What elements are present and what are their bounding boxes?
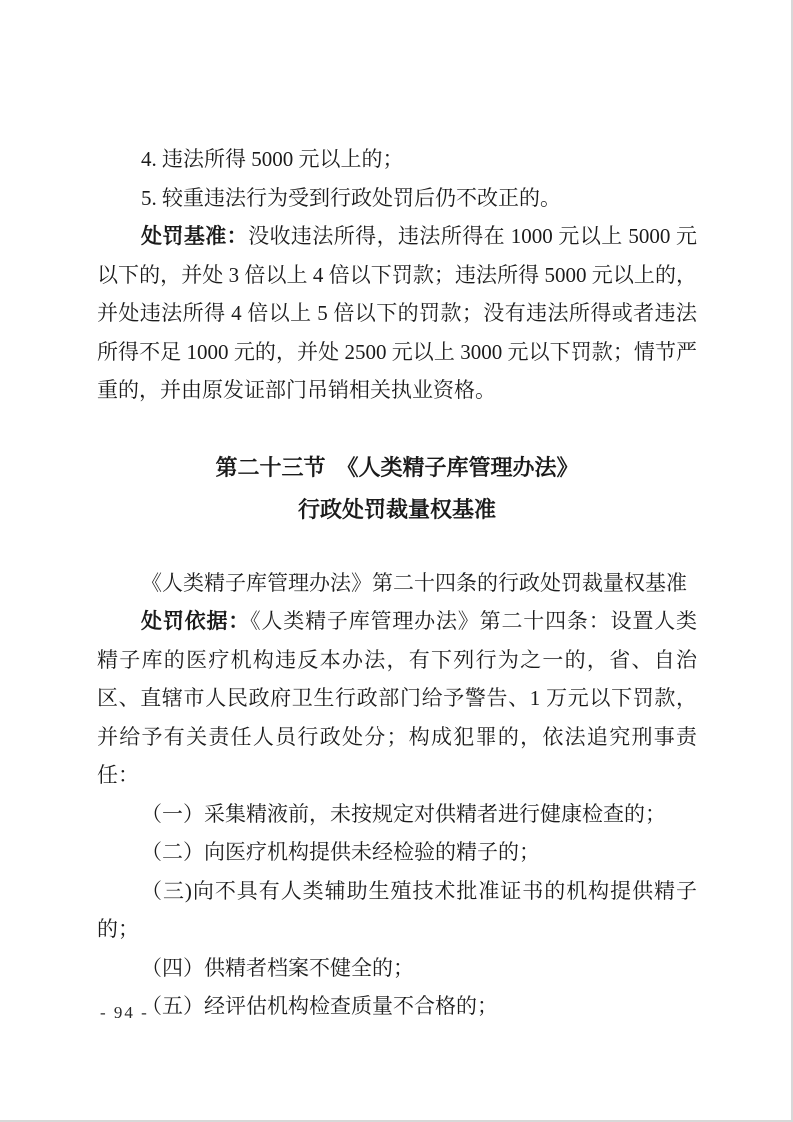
penalty-basis-label: 处罚基准： [141, 224, 249, 248]
penalty-basis-text: 没收违法所得，违法所得在 1000 元以上 5000 元以下的，并处 3 倍以上 4 倍以下罚款；违法所得 5000 元以上的，并处违法所得 4 倍以上 5 倍以下的罚款；没有违法所得或者违法所得不足 1000 元的，并处 2500 元以上 3000 元以下罚款；情节严重的，并由原发证部门吊销相关执业资格。 [97, 224, 698, 402]
penalty-basis-paragraph [97, 217, 697, 410]
penalty-according-paragraph [97, 602, 697, 795]
penalty-according-text: 《人类精子库管理办法》第二十四条：设置人类精子库的医疗机构违反本办法，有下列行为之一的，省、自治区、直辖市人民政府卫生行政部门给予警告、1 万元以下罚款，并给予有关责任人员行政处分；构成犯罪的，依法追究刑事责任： [97, 609, 698, 787]
numbered-item-3: （三)向不具有人类辅助生殖技术批准证书的机构提供精子的； [97, 878, 697, 941]
page-number: - 94 - [100, 1003, 149, 1022]
list-item-5: 5. 较重违法行为受到行政处罚后仍不改正的。 [141, 185, 561, 210]
document-body [97, 140, 697, 1026]
section-heading-line1: 第二十三节 《人类精子库管理办法》 [215, 454, 579, 480]
numbered-item-1: （一）采集精液前，未按规定对供精者进行健康检查的； [141, 801, 666, 826]
list-item-4: 4. 违法所得 5000 元以上的； [141, 147, 404, 171]
section-heading-line2: 行政处罚裁量权基准 [297, 496, 496, 522]
numbered-item-4: （四）供精者档案不健全的； [141, 955, 414, 980]
numbered-item-2: （二）向医疗机构提供未经检验的精子的； [141, 840, 540, 864]
intro-line: 《人类精子库管理办法》第二十四条的行政处罚裁量权基准 [141, 570, 687, 595]
numbered-item-5: （五）经评估机构检查质量不合格的； [141, 994, 498, 1018]
section-heading [97, 447, 697, 531]
penalty-according-label: 处罚依据： [141, 609, 251, 633]
